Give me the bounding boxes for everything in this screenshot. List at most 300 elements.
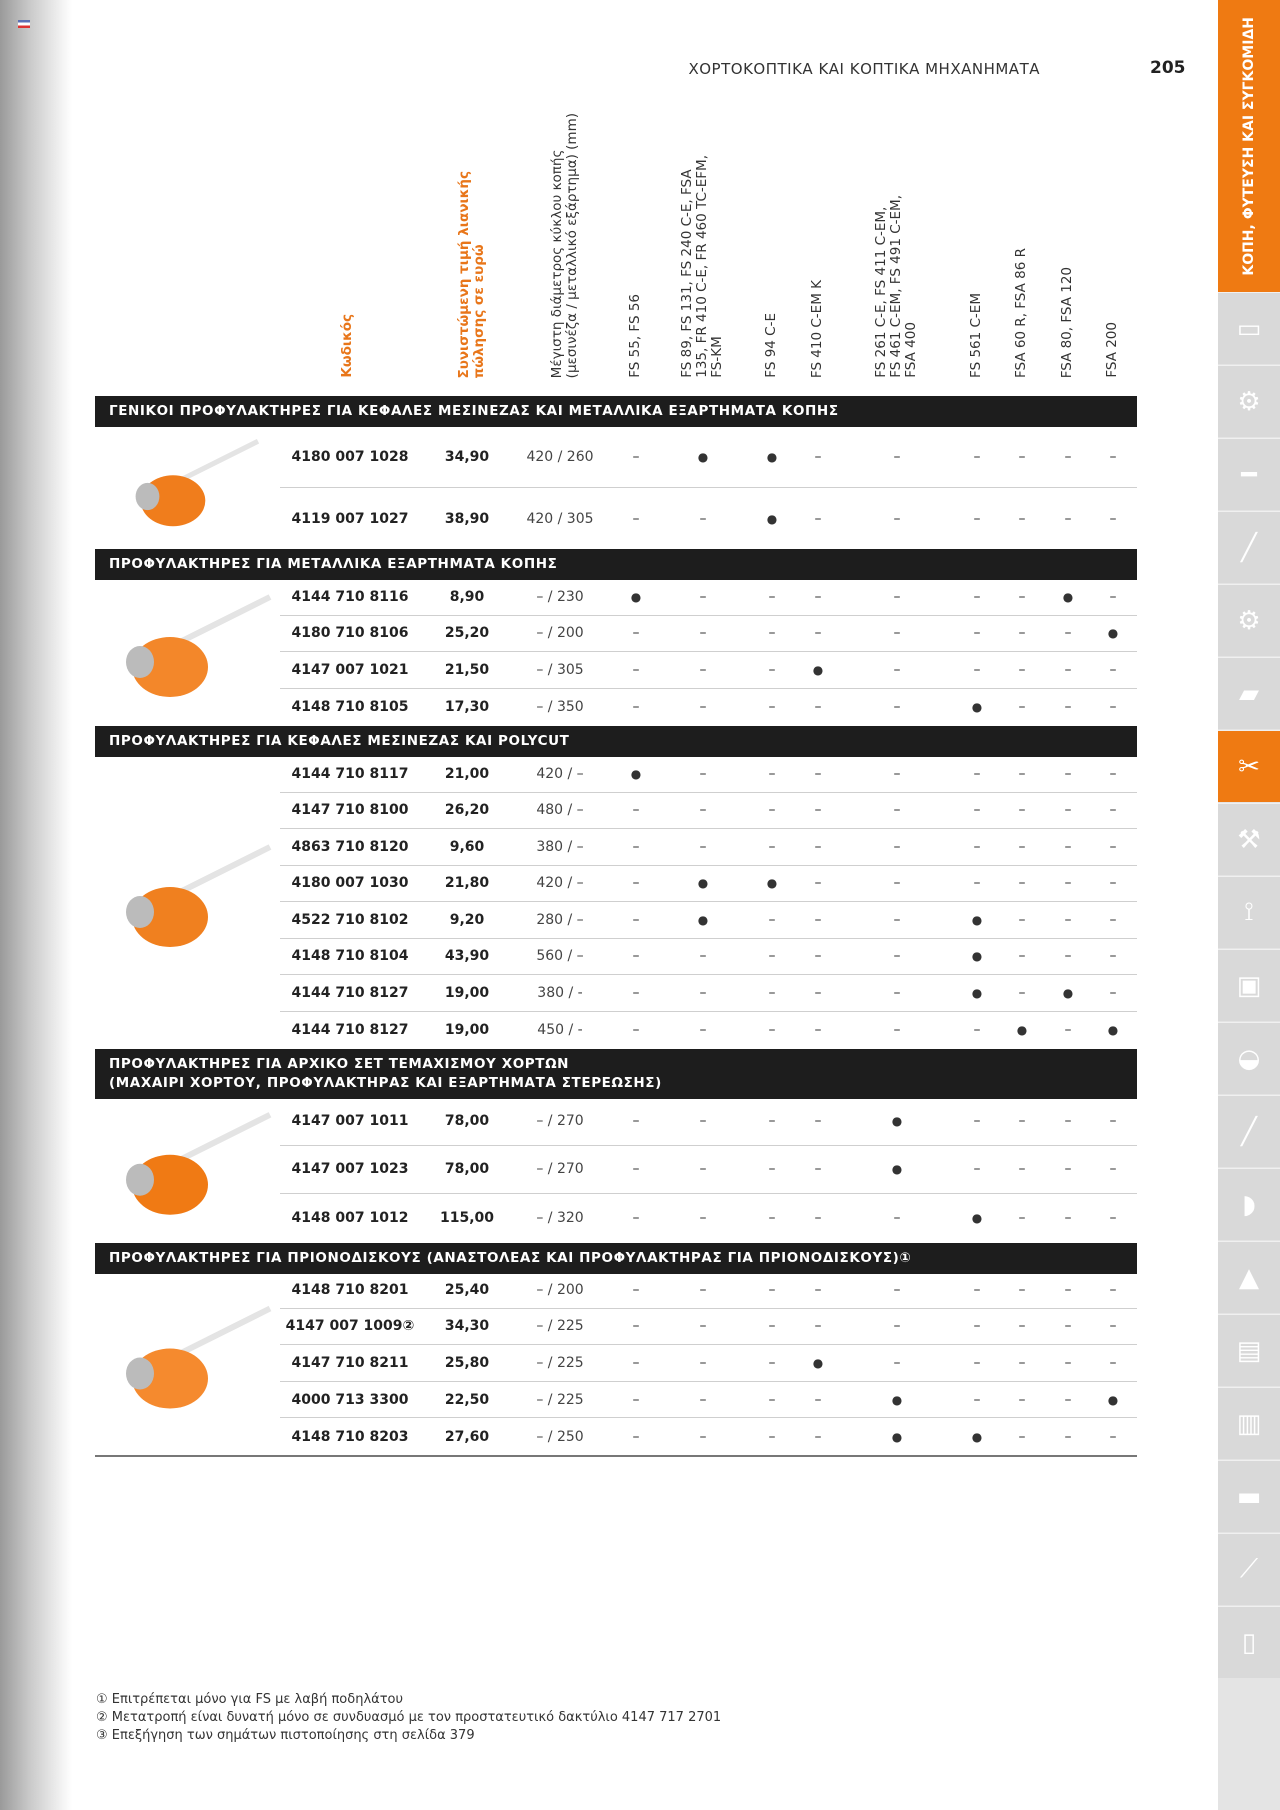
not-compatible-dash: – — [632, 948, 640, 965]
not-compatible-dash: – — [1109, 698, 1117, 715]
bottle-icon: ▯ — [1241, 1627, 1257, 1658]
price: 22,50 — [444, 1391, 490, 1408]
article-number: 4147 710 8211 — [291, 1354, 409, 1371]
not-compatible-dash: – — [814, 1318, 822, 1335]
not-compatible-dash: – — [768, 1021, 776, 1038]
table-row — [280, 1382, 1137, 1419]
not-compatible-dash: – — [1018, 661, 1026, 678]
cutting-diameter: 420 / 260 — [526, 449, 594, 465]
not-compatible-dash: – — [1109, 1318, 1117, 1335]
compatible-dot: ● — [812, 1355, 824, 1370]
tiller-icon: ⚒ — [1237, 824, 1261, 855]
compatible-dot: ● — [766, 511, 778, 526]
not-compatible-dash: – — [632, 1112, 640, 1129]
not-compatible-dash: – — [632, 802, 640, 819]
price: 27,60 — [444, 1428, 490, 1445]
not-compatible-dash: – — [1064, 1391, 1072, 1408]
not-compatible-dash: – — [1109, 1428, 1117, 1445]
price: 38,90 — [444, 510, 490, 527]
page-edge-shadow — [0, 0, 72, 1810]
not-compatible-dash: – — [1018, 838, 1026, 855]
not-compatible-dash: – — [768, 1112, 776, 1129]
compatible-dot: ● — [1016, 1022, 1028, 1037]
not-compatible-dash: – — [699, 1112, 707, 1129]
price: 19,00 — [444, 984, 490, 1001]
not-compatible-dash: – — [814, 1281, 822, 1298]
not-compatible-dash: – — [699, 1318, 707, 1335]
article-number: 4180 007 1028 — [291, 449, 409, 465]
not-compatible-dash: – — [632, 911, 640, 928]
not-compatible-dash: – — [1109, 588, 1117, 605]
not-compatible-dash: – — [768, 1161, 776, 1178]
cutting-diameter: 560 / – — [536, 948, 584, 965]
footnote: ② Μετατροπή είναι δυνατή μόνο σε συνδυασμό με τον προστατευτικό δακτύλιο 4147 717 2701 — [96, 1710, 722, 1725]
column-header-model: FS 261 C-E, FS 411 C-EM, FS 461 C-EM, FS 491 C-EM, FSA 400 — [873, 195, 919, 378]
not-compatible-dash: – — [1018, 948, 1026, 965]
not-compatible-dash: – — [893, 838, 901, 855]
price: 21,50 — [444, 661, 490, 678]
not-compatible-dash: – — [973, 1391, 981, 1408]
cutting-diameter: 380 / - — [537, 984, 583, 1001]
not-compatible-dash: – — [973, 765, 981, 782]
not-compatible-dash: – — [814, 510, 822, 527]
section-header: ΠΡΟΦΥΛΑΚΤΗΡΕΣ ΓΙΑ ΚΕΦΑΛΕΣ ΜΕΣΙΝΕΖΑΣ ΚΑΙ POLYCUT — [95, 726, 1137, 757]
not-compatible-dash: – — [973, 802, 981, 819]
product-image — [100, 766, 280, 1038]
not-compatible-dash: – — [768, 1281, 776, 1298]
cutting-diameter: 420 / – — [536, 875, 584, 892]
trimmer-icon: ✂ — [1238, 751, 1260, 782]
leaf-blower-icon: ◗ — [1242, 1189, 1256, 1220]
not-compatible-dash: – — [1109, 661, 1117, 678]
sidebar-tab-pole-tool[interactable] — [1218, 1095, 1280, 1167]
not-compatible-dash: – — [768, 588, 776, 605]
not-compatible-dash: – — [814, 984, 822, 1001]
not-compatible-dash: – — [1109, 1112, 1117, 1129]
table-row — [280, 427, 1137, 488]
not-compatible-dash: – — [814, 698, 822, 715]
price: 34,90 — [444, 449, 490, 465]
compatible-dot: ● — [891, 1162, 903, 1177]
compatible-dot: ● — [1107, 626, 1119, 641]
article-number: 4147 710 8100 — [291, 802, 409, 819]
battery-icon: ▭ — [1236, 313, 1262, 344]
not-compatible-dash: – — [1064, 1112, 1072, 1129]
sidebar-tab-chainsaw-large[interactable] — [1218, 584, 1280, 656]
not-compatible-dash: – — [1109, 1210, 1117, 1227]
not-compatible-dash: – — [768, 911, 776, 928]
compatible-dot: ● — [971, 912, 983, 927]
not-compatible-dash: – — [893, 625, 901, 642]
not-compatible-dash: – — [973, 1354, 981, 1371]
not-compatible-dash: – — [768, 698, 776, 715]
column-header-diameter: Μέγιστη διάμετρος κύκλου κοπής (μεσινέζα / μεταλλικό εξάρτημα) (mm) — [549, 112, 580, 378]
table-row — [280, 902, 1137, 939]
compatible-dot: ● — [630, 766, 642, 781]
article-number: 4148 710 8105 — [291, 698, 409, 715]
cutting-diameter: – / 350 — [536, 698, 584, 715]
article-number: 4180 710 8106 — [291, 625, 409, 642]
article-number: 4863 710 8120 — [291, 838, 409, 855]
not-compatible-dash: – — [814, 449, 822, 465]
article-number: 4180 007 1030 — [291, 875, 409, 892]
product-image — [100, 1282, 280, 1445]
not-compatible-dash: – — [1109, 1281, 1117, 1298]
table-row — [280, 793, 1137, 830]
not-compatible-dash: – — [973, 1021, 981, 1038]
not-compatible-dash: – — [632, 698, 640, 715]
not-compatible-dash: – — [768, 1354, 776, 1371]
not-compatible-dash: – — [1018, 1391, 1026, 1408]
sidebar-tab-axe[interactable] — [1218, 1533, 1280, 1605]
price: 21,00 — [444, 765, 490, 782]
sidebar-tab-toolbox[interactable] — [1218, 1460, 1280, 1532]
not-compatible-dash: – — [699, 510, 707, 527]
not-compatible-dash: – — [814, 1161, 822, 1178]
axe-icon: ⟋ — [1239, 1554, 1259, 1584]
not-compatible-dash: – — [1109, 875, 1117, 892]
cutting-diameter: – / 250 — [536, 1428, 584, 1445]
not-compatible-dash: – — [1109, 838, 1117, 855]
flag-icon — [18, 20, 30, 28]
not-compatible-dash: – — [1064, 1210, 1072, 1227]
chainsaw-large-icon: ⚙ — [1237, 605, 1261, 636]
not-compatible-dash: – — [1018, 911, 1026, 928]
cutting-diameter: – / 225 — [536, 1354, 584, 1371]
table-row — [280, 616, 1137, 653]
compatible-dot: ● — [891, 1392, 903, 1407]
article-number: 4148 710 8201 — [291, 1281, 409, 1298]
not-compatible-dash: – — [699, 1354, 707, 1371]
not-compatible-dash: – — [973, 661, 981, 678]
cutting-diameter: – / 225 — [536, 1318, 584, 1335]
compatible-dot: ● — [1107, 1022, 1119, 1037]
not-compatible-dash: – — [893, 1354, 901, 1371]
article-number: 4147 007 1023 — [291, 1161, 409, 1178]
article-number: 4147 007 1009② — [285, 1318, 415, 1335]
sidebar-tab-tiller[interactable] — [1218, 803, 1280, 875]
not-compatible-dash: – — [1064, 510, 1072, 527]
compatible-dot: ● — [697, 450, 709, 464]
not-compatible-dash: – — [632, 1161, 640, 1178]
table-row — [280, 1309, 1137, 1346]
not-compatible-dash: – — [699, 838, 707, 855]
not-compatible-dash: – — [893, 1210, 901, 1227]
not-compatible-dash: – — [1018, 510, 1026, 527]
pole-pruner-icon: ━ — [1241, 459, 1257, 490]
price: 17,30 — [444, 698, 490, 715]
column-header-model: FS 410 C-EM K — [809, 279, 825, 378]
not-compatible-dash: – — [973, 875, 981, 892]
sidebar-tab-clothing[interactable] — [1218, 1387, 1280, 1459]
not-compatible-dash: – — [1064, 449, 1072, 465]
sidebar-tab-bottle[interactable] — [1218, 1606, 1280, 1678]
cutting-diameter: – / 270 — [536, 1161, 584, 1178]
compatible-dot: ● — [971, 1429, 983, 1444]
price: 43,90 — [444, 948, 490, 965]
compatible-dot: ● — [697, 912, 709, 927]
not-compatible-dash: – — [632, 1210, 640, 1227]
not-compatible-dash: – — [632, 1428, 640, 1445]
compatible-dot: ● — [766, 450, 778, 464]
column-header-price: Συνιστώμενη τιμή λιανικής πώλησης σε ευρώ — [456, 170, 487, 378]
price: 78,00 — [444, 1112, 490, 1129]
not-compatible-dash: – — [1064, 698, 1072, 715]
sidebar-tab-cleaner[interactable] — [1218, 1314, 1280, 1386]
sidebar-tab-pole-pruner[interactable] — [1218, 438, 1280, 510]
not-compatible-dash: – — [1109, 449, 1117, 465]
table-row — [280, 1012, 1137, 1049]
not-compatible-dash: – — [1064, 661, 1072, 678]
cutting-diameter: – / 200 — [536, 1281, 584, 1298]
sidebar-tab-lawnmower[interactable] — [1218, 657, 1280, 729]
not-compatible-dash: – — [1064, 1354, 1072, 1371]
not-compatible-dash: – — [768, 838, 776, 855]
article-number: 4000 713 3300 — [291, 1391, 409, 1408]
generator-icon: ▣ — [1236, 970, 1262, 1001]
not-compatible-dash: – — [1064, 802, 1072, 819]
not-compatible-dash: – — [973, 625, 981, 642]
not-compatible-dash: – — [973, 449, 981, 465]
price: 115,00 — [439, 1210, 495, 1227]
not-compatible-dash: – — [768, 1210, 776, 1227]
footnote: ③ Επεξήγηση των σημάτων πιστοποίησης στη σελίδα 379 — [96, 1728, 475, 1743]
lawnmower-icon: ▰ — [1239, 678, 1259, 709]
not-compatible-dash: – — [893, 1318, 901, 1335]
sidebar-tab-leaf-blower[interactable] — [1218, 1168, 1280, 1240]
price: 25,20 — [444, 625, 490, 642]
table-row — [280, 1272, 1137, 1309]
table-row — [280, 756, 1137, 793]
brushcutter-icon: ╱ — [1241, 532, 1257, 563]
section-header: ΠΡΟΦΥΛΑΚΤΗΡΕΣ ΓΙΑ ΠΡΙΟΝΟΔΙΣΚΟΥΣ (ΑΝΑΣΤΟΛΕΑΣ ΚΑΙ ΠΡΟΦΥΛΑΚΤΗΡΑΣ ΓΙΑ ΠΡΙΟΝΟΔΙΣΚΟΥΣ)① — [95, 1243, 1137, 1274]
compatible-dot: ● — [1062, 985, 1074, 1000]
not-compatible-dash: – — [699, 698, 707, 715]
sidebar-tab-auger[interactable] — [1218, 876, 1280, 948]
table-row — [280, 1418, 1137, 1455]
not-compatible-dash: – — [814, 588, 822, 605]
cutting-diameter: – / 305 — [536, 661, 584, 678]
article-number: 4147 007 1011 — [291, 1112, 409, 1129]
not-compatible-dash: – — [768, 661, 776, 678]
not-compatible-dash: – — [1109, 911, 1117, 928]
product-image — [100, 437, 280, 539]
table-row — [280, 1146, 1137, 1195]
not-compatible-dash: – — [814, 1391, 822, 1408]
page-number: 205 — [1150, 58, 1186, 78]
not-compatible-dash: – — [814, 1021, 822, 1038]
article-number: 4144 710 8127 — [291, 1021, 409, 1038]
compatible-dot: ● — [630, 589, 642, 604]
cutting-diameter: 450 / - — [537, 1021, 583, 1038]
sidebar-tab-active-section[interactable] — [1218, 0, 1280, 292]
compatible-dot: ● — [971, 949, 983, 964]
running-header: ΧΟΡΤΟΚΟΠΤΙΚΑ ΚΑΙ ΚΟΠΤΙΚΑ ΜΗΧΑΝΗΜΑΤΑ — [688, 60, 1040, 78]
section-header: ΠΡΟΦΥΛΑΚΤΗΡΕΣ ΓΙΑ ΑΡΧΙΚΟ ΣΕΤ ΤΕΜΑΧΙΣΜΟΥ ΧΟΡΤΩΝ (ΜΑΧΑΙΡΙ ΧΟΡΤΟΥ, ΠΡΟΦΥΛΑΚΤΗΡΑΣ ΚΑΙ ΕΞΑΡΤΗΜΑΤΑ ΣΤΕΡΕΩΣΗΣ) — [95, 1049, 1137, 1099]
not-compatible-dash: – — [1109, 1161, 1117, 1178]
compatible-dot: ● — [1062, 589, 1074, 604]
price: 9,60 — [449, 838, 485, 855]
article-number: 4144 710 8117 — [291, 765, 409, 782]
sidebar-tab-generator[interactable] — [1218, 949, 1280, 1021]
not-compatible-dash: – — [1064, 1021, 1072, 1038]
sidebar-tab-battery[interactable] — [1218, 292, 1280, 364]
not-compatible-dash: – — [1109, 802, 1117, 819]
column-header-model: FS 561 C-EM — [968, 293, 984, 378]
not-compatible-dash: – — [814, 948, 822, 965]
not-compatible-dash: – — [699, 661, 707, 678]
not-compatible-dash: – — [1018, 1161, 1026, 1178]
blower-icon: ◒ — [1237, 1043, 1261, 1074]
not-compatible-dash: – — [1018, 1112, 1026, 1129]
not-compatible-dash: – — [1064, 875, 1072, 892]
not-compatible-dash: – — [1109, 984, 1117, 1001]
auger-icon: ⟟ — [1244, 897, 1254, 927]
not-compatible-dash: – — [1018, 625, 1026, 642]
not-compatible-dash: – — [814, 765, 822, 782]
not-compatible-dash: – — [893, 588, 901, 605]
not-compatible-dash: – — [699, 1391, 707, 1408]
sidebar-tab-trimmer[interactable] — [1218, 730, 1280, 802]
cleaner-icon: ▤ — [1236, 1335, 1262, 1366]
not-compatible-dash: – — [632, 875, 640, 892]
not-compatible-dash: – — [1109, 948, 1117, 965]
article-number: 4147 007 1021 — [291, 661, 409, 678]
cutting-diameter: 420 / 305 — [526, 510, 594, 527]
price: 9,20 — [449, 911, 485, 928]
not-compatible-dash: – — [893, 948, 901, 965]
not-compatible-dash: – — [893, 984, 901, 1001]
not-compatible-dash: – — [1064, 911, 1072, 928]
article-number: 4148 007 1012 — [291, 1210, 409, 1227]
compatible-dot: ● — [971, 699, 983, 714]
not-compatible-dash: – — [1018, 875, 1026, 892]
compatible-dot: ● — [971, 985, 983, 1000]
section-header: ΓΕΝΙΚΟΙ ΠΡΟΦΥΛΑΚΤΗΡΕΣ ΓΙΑ ΚΕΦΑΛΕΣ ΜΕΣΙΝΕΖΑΣ ΚΑΙ ΜΕΤΑΛΛΙΚΑ ΕΞΑΡΤΗΜΑΤΑ ΚΟΠΗΣ — [95, 396, 1137, 427]
sidebar-section-label: ΚΟΠΗ, ΦΥΤΕΥΣΗ ΚΑΙ ΣΥΓΚΟΜΙΔΗ — [1240, 16, 1257, 276]
not-compatible-dash: – — [973, 1161, 981, 1178]
not-compatible-dash: – — [893, 1021, 901, 1038]
pole-tool-icon: ╱ — [1241, 1116, 1257, 1147]
column-header-model: FSA 60 R, FSA 86 R — [1013, 247, 1029, 378]
not-compatible-dash: – — [1018, 588, 1026, 605]
not-compatible-dash: – — [1018, 1281, 1026, 1298]
not-compatible-dash: – — [893, 802, 901, 819]
article-number: 4144 710 8127 — [291, 984, 409, 1001]
not-compatible-dash: – — [973, 1318, 981, 1335]
table-row — [280, 652, 1137, 689]
not-compatible-dash: – — [1018, 1318, 1026, 1335]
not-compatible-dash: – — [699, 1021, 707, 1038]
cutting-diameter: 420 / – — [536, 765, 584, 782]
not-compatible-dash: – — [1064, 765, 1072, 782]
not-compatible-dash: – — [632, 510, 640, 527]
not-compatible-dash: – — [1109, 510, 1117, 527]
section-sidebar — [1218, 0, 1280, 1810]
not-compatible-dash: – — [632, 984, 640, 1001]
not-compatible-dash: – — [973, 510, 981, 527]
not-compatible-dash: – — [768, 1391, 776, 1408]
not-compatible-dash: – — [699, 948, 707, 965]
sidebar-tab-blower[interactable] — [1218, 1022, 1280, 1094]
not-compatible-dash: – — [973, 1112, 981, 1129]
not-compatible-dash: – — [893, 698, 901, 715]
not-compatible-dash: – — [893, 765, 901, 782]
sprayer-icon: ▲ — [1239, 1262, 1259, 1293]
not-compatible-dash: – — [632, 1021, 640, 1038]
not-compatible-dash: – — [814, 1428, 822, 1445]
not-compatible-dash: – — [1018, 698, 1026, 715]
price: 25,40 — [444, 1281, 490, 1298]
not-compatible-dash: – — [699, 588, 707, 605]
table-row — [280, 829, 1137, 866]
cutting-diameter: – / 230 — [536, 588, 584, 605]
not-compatible-dash: – — [768, 1428, 776, 1445]
not-compatible-dash: – — [632, 838, 640, 855]
table-row — [280, 689, 1137, 726]
price: 25,80 — [444, 1354, 490, 1371]
not-compatible-dash: – — [768, 765, 776, 782]
cutting-diameter: 480 / – — [536, 802, 584, 819]
not-compatible-dash: – — [768, 802, 776, 819]
sidebar-tab-brushcutter[interactable] — [1218, 511, 1280, 583]
compatible-dot: ● — [971, 1211, 983, 1226]
table-row — [280, 1345, 1137, 1382]
section-header: ΠΡΟΦΥΛΑΚΤΗΡΕΣ ΓΙΑ ΜΕΤΑΛΛΙΚΑ ΕΞΑΡΤΗΜΑΤΑ ΚΟΠΗΣ — [95, 549, 1137, 580]
not-compatible-dash: – — [699, 1428, 707, 1445]
not-compatible-dash: – — [814, 838, 822, 855]
not-compatible-dash: – — [973, 1281, 981, 1298]
footnote: ① Επιτρέπεται μόνο για FS με λαβή ποδηλάτου — [96, 1692, 404, 1707]
chainsaw-icon: ⚙ — [1237, 386, 1261, 417]
not-compatible-dash: – — [632, 1354, 640, 1371]
not-compatible-dash: – — [632, 661, 640, 678]
cutting-diameter: – / 270 — [536, 1112, 584, 1129]
table-row — [280, 1194, 1137, 1243]
price: 19,00 — [444, 1021, 490, 1038]
column-header-model: FS 94 C-E — [763, 313, 779, 378]
not-compatible-dash: – — [699, 802, 707, 819]
not-compatible-dash: – — [632, 1391, 640, 1408]
sidebar-tab-sprayer[interactable] — [1218, 1241, 1280, 1313]
not-compatible-dash: – — [699, 1161, 707, 1178]
article-number: 4144 710 8116 — [291, 588, 409, 605]
not-compatible-dash: – — [1018, 765, 1026, 782]
column-header-model: FS 89, FS 131, FS 240 C-E, FSA 135, FR 410 C-E, FR 460 TC-EFM, FS-KM — [679, 155, 725, 378]
not-compatible-dash: – — [893, 875, 901, 892]
not-compatible-dash: – — [1018, 1428, 1026, 1445]
price: 78,00 — [444, 1161, 490, 1178]
sidebar-tab-chainsaw[interactable] — [1218, 365, 1280, 437]
not-compatible-dash: – — [814, 911, 822, 928]
price: 8,90 — [449, 588, 485, 605]
not-compatible-dash: – — [1018, 1354, 1026, 1371]
price: 34,30 — [444, 1318, 490, 1335]
not-compatible-dash: – — [768, 1318, 776, 1335]
not-compatible-dash: – — [1064, 948, 1072, 965]
not-compatible-dash: – — [699, 984, 707, 1001]
table-row — [280, 1097, 1137, 1146]
not-compatible-dash: – — [893, 449, 901, 465]
clothing-icon: ▥ — [1236, 1408, 1262, 1439]
cutting-diameter: – / 225 — [536, 1391, 584, 1408]
cutting-diameter: 280 / – — [536, 911, 584, 928]
compatible-dot: ● — [697, 876, 709, 891]
not-compatible-dash: – — [893, 911, 901, 928]
article-number: 4148 710 8104 — [291, 948, 409, 965]
price: 21,80 — [444, 875, 490, 892]
not-compatible-dash: – — [699, 625, 707, 642]
